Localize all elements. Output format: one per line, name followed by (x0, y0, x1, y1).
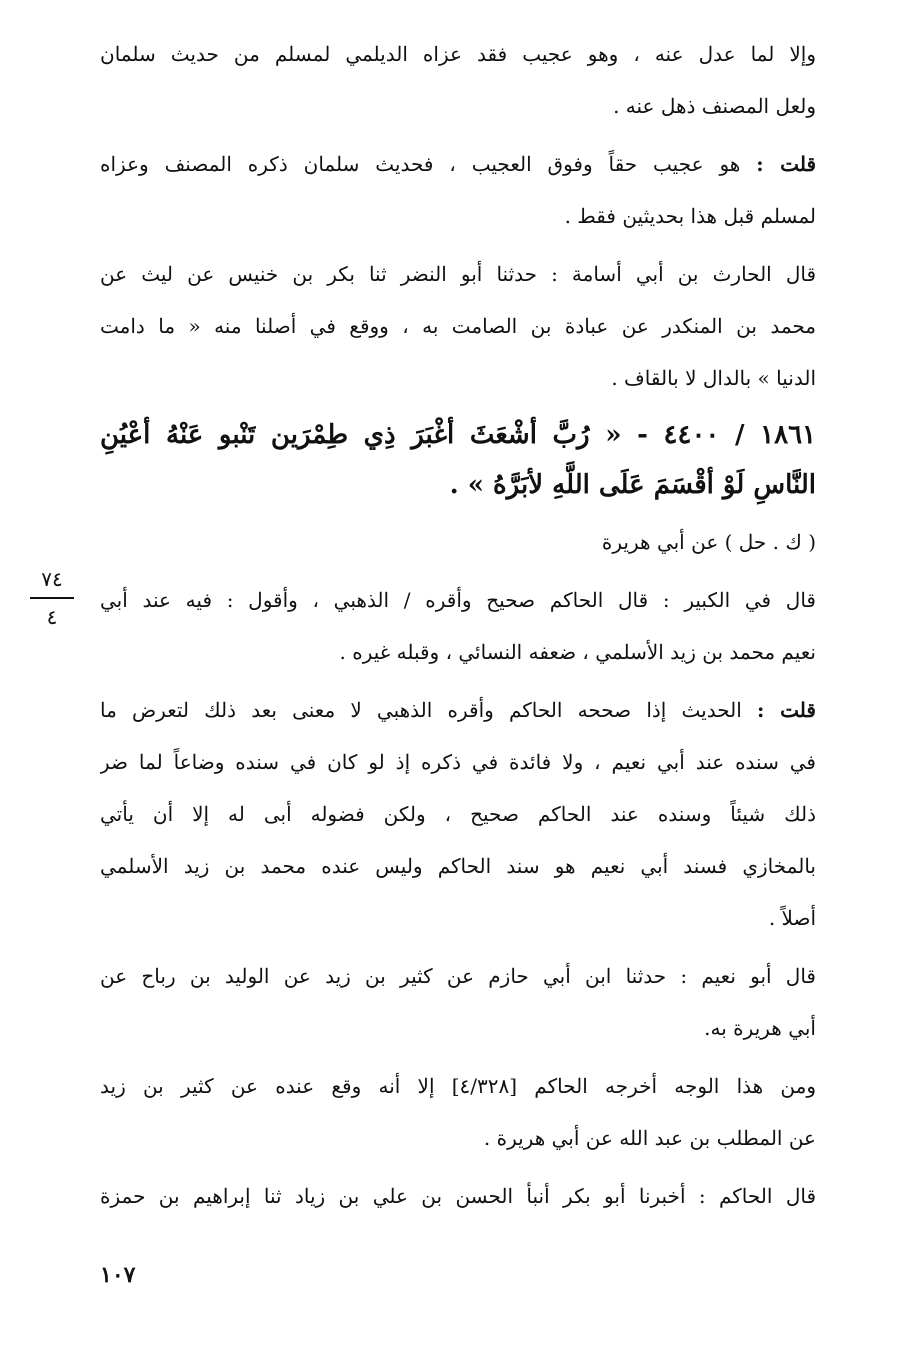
margin-volume-reference (30, 565, 74, 631)
hadith-source-line: ( ك . حل ) عن أبي هريرة (601, 530, 816, 554)
paragraph (100, 950, 816, 1054)
paragraph (100, 248, 816, 404)
text-line-content: الحديث إذا صححه الحاكم وأقره الذهبي لا معنى بعد ذلك لتعرض ما (100, 698, 742, 722)
paragraph (100, 574, 816, 678)
text-line-content: هو عجيب حقاً وفوق العجيب ، فحديث سلمان ذكره المصنف وعزاه (100, 152, 741, 176)
text-line: أصلاً . (768, 906, 816, 930)
text-line: لمسلم قبل هذا بحديثين فقط . (564, 204, 816, 228)
text-line: قال في الكبير : قال الحاكم صحيح وأقره / الذهبي ، وأقول : فيه عند أبي (100, 588, 816, 612)
text-line: ومن هذا الوجه أخرجه الحاكم [٤/٣٢٨] إلا أنه وقع عنده عن كثير بن زيد (100, 1074, 816, 1098)
text-line: أبي هريرة به. (704, 1016, 816, 1040)
hadith-number: ١٨٦١ / ٤٤٠٠ - (637, 420, 816, 450)
text-line: قال الحاكم : أخبرنا أبو بكر أنبأ الحسن بن علي بن زياد ثنا إبراهيم بن حمزة (100, 1184, 816, 1208)
hadith-source (100, 516, 816, 568)
page-number: ١٠٧ (100, 1262, 136, 1288)
paragraph-lead: قلت : (757, 698, 816, 722)
text-line (100, 138, 816, 190)
margin-ref-bottom: ٤ (46, 605, 58, 629)
hadith-line: النَّاسِ لَوْ أقْسَمَ عَلَى اللَّهِ لأبَرَّهُ » . (449, 470, 816, 500)
main-text-column (100, 28, 816, 1228)
margin-ref-divider (30, 597, 74, 599)
text-line (100, 684, 816, 736)
text-line: عن المطلب بن عبد الله عن أبي هريرة . (483, 1126, 816, 1150)
hadith-entry (100, 410, 816, 510)
text-line: في سنده عند أبي نعيم ، ولا فائدة في ذكره إذ لو كان في سنده وضاعاً لما ضر (100, 750, 816, 774)
text-line: ذلك شيئاً وسنده عند الحاكم صحيح ، ولكن فضوله أبى له إلا أن يأتي (100, 802, 816, 826)
hadith-text: « رُبَّ أشْعَثَ أغْبَرَ ذِي طِمْرَين تَنْبو عَنْهُ أعْيُنِ (100, 420, 622, 450)
text-line: ولعل المصنف ذهل عنه . (613, 94, 816, 118)
text-line: بالمخازي فسند أبي نعيم هو سند الحاكم وليس عنده محمد بن زيد الأسلمي (100, 854, 816, 878)
paragraph (100, 1170, 816, 1222)
paragraph (100, 138, 816, 242)
text-line: الدنيا » بالدال لا بالقاف . (611, 366, 816, 390)
text-line: نعيم محمد بن زيد الأسلمي ، ضعفه النسائي ، وقبله غيره . (339, 640, 816, 664)
paragraph (100, 684, 816, 944)
margin-ref-top: ٧٤ (41, 567, 63, 591)
paragraph (100, 1060, 816, 1164)
text-line: قال الحارث بن أبي أسامة : حدثنا أبو النضر ثنا بكر بن خنيس عن ليث عن (100, 262, 816, 286)
hadith-line (100, 410, 816, 460)
text-line: قال أبو نعيم : حدثنا ابن أبي حازم عن كثير بن زيد عن الوليد بن رباح عن (100, 964, 816, 988)
paragraph (100, 28, 816, 132)
paragraph-lead: قلت : (756, 152, 816, 176)
text-line: محمد بن المنكدر عن عبادة بن الصامت به ، ووقع في أصلنا منه « ما دامت (100, 314, 816, 338)
text-line: وإلا لما عدل عنه ، وهو عجيب فقد عزاه الديلمي لمسلم من حديث سلمان (100, 42, 816, 66)
